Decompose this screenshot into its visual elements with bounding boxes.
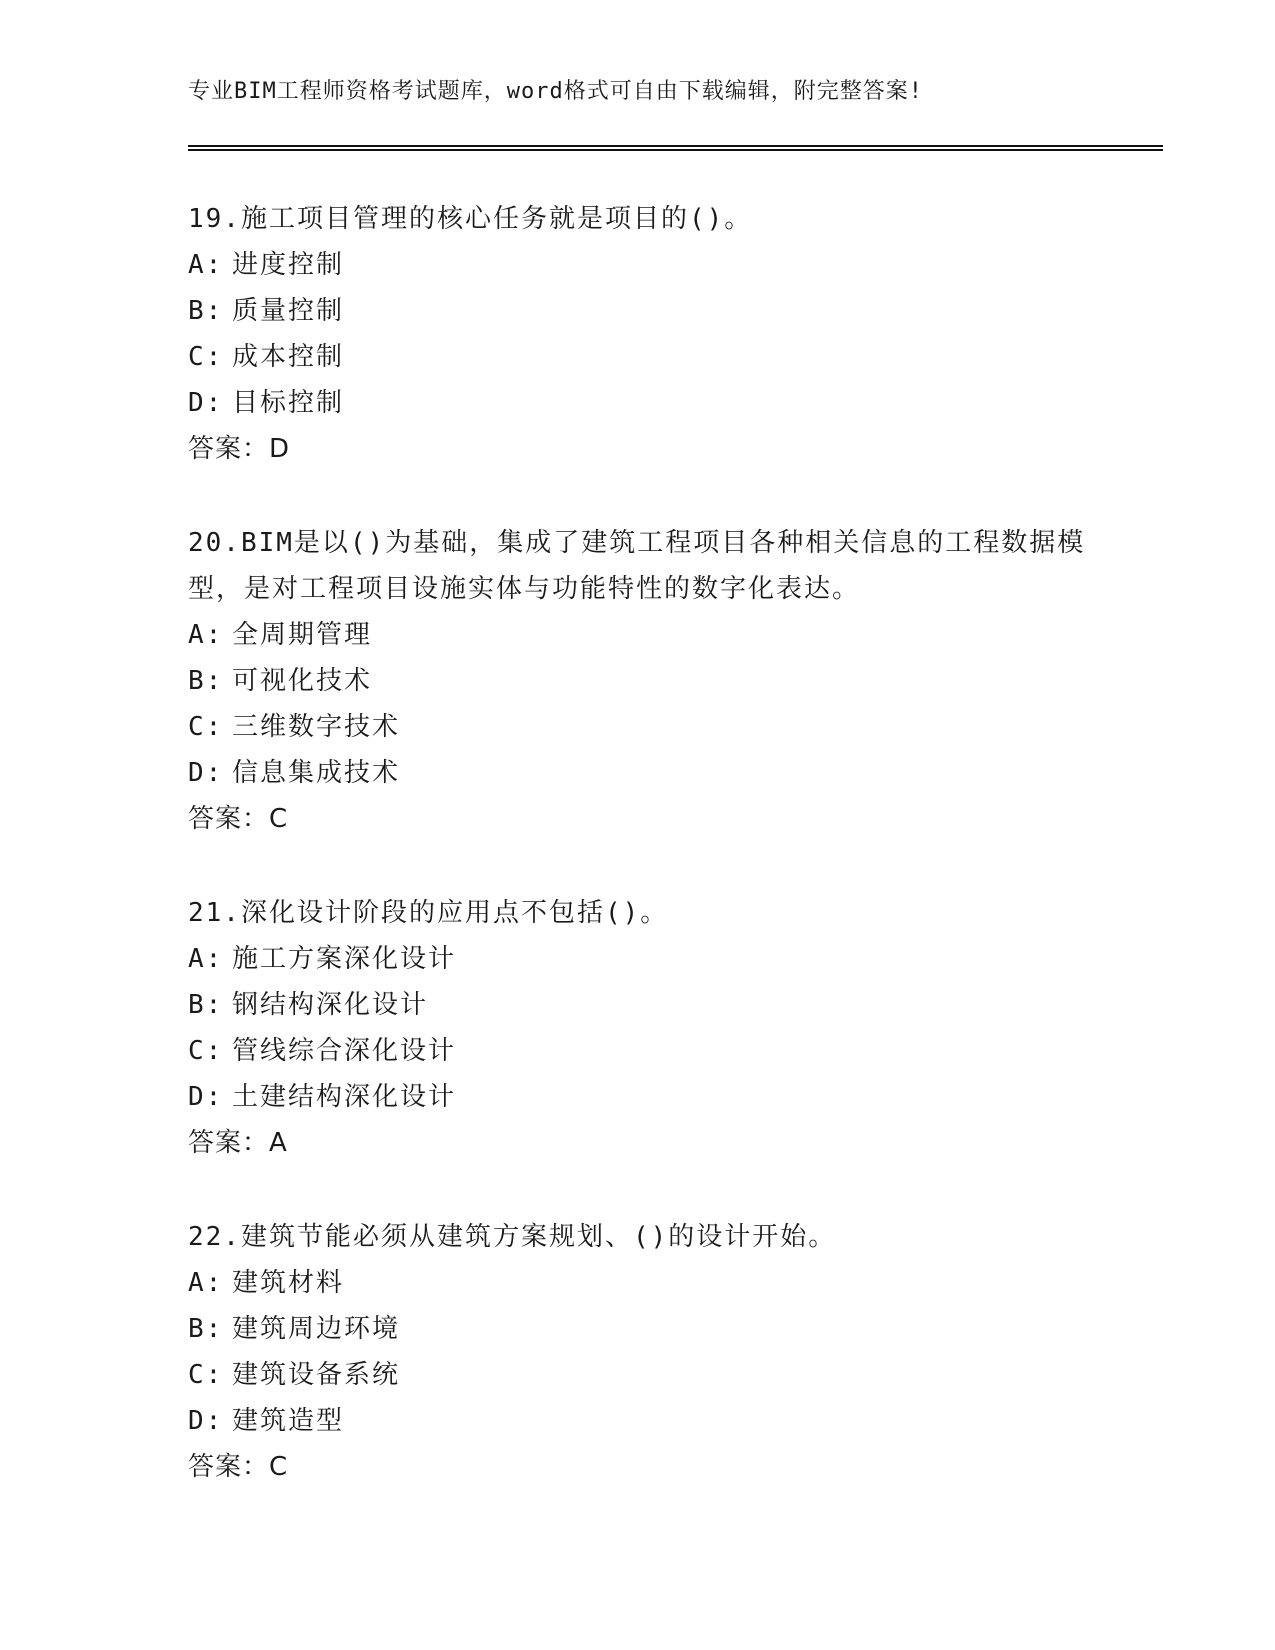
question-text: 22.建筑节能必须从建筑方案规划、()的设计开始。 [188, 1222, 837, 1252]
option-letter: D: [188, 1406, 224, 1436]
option-letter: B: [188, 296, 224, 326]
option-text: 建筑周边环境 [232, 1314, 401, 1344]
option-letter: D: [188, 1082, 224, 1112]
option-c [188, 1352, 1088, 1398]
option-c [188, 704, 1088, 750]
option-text: 目标控制 [232, 388, 345, 418]
option-letter: B: [188, 666, 224, 696]
option-b [188, 1306, 1088, 1352]
option-text: 钢结构深化设计 [232, 990, 429, 1020]
option-text: 土建结构深化设计 [232, 1082, 457, 1112]
option-a [188, 936, 1088, 982]
question-text: 21.深化设计阶段的应用点不包括()。 [188, 898, 669, 928]
option-d [188, 1398, 1088, 1444]
option-text: 全周期管理 [232, 620, 373, 650]
option-letter: C: [188, 342, 224, 372]
option-text: 可视化技术 [232, 666, 373, 696]
option-letter: B: [188, 1314, 224, 1344]
question-20 [188, 520, 1088, 842]
question-text: 19.施工项目管理的核心任务就是项目的()。 [188, 204, 753, 234]
option-letter: D: [188, 388, 224, 418]
option-text: 建筑设备系统 [232, 1360, 401, 1390]
option-c [188, 334, 1088, 380]
option-d [188, 1074, 1088, 1120]
option-letter: C: [188, 1360, 224, 1390]
option-letter: A: [188, 620, 224, 650]
option-b [188, 982, 1088, 1028]
option-text: 成本控制 [232, 342, 345, 372]
option-text: 三维数字技术 [232, 712, 401, 742]
option-letter: A: [188, 1268, 224, 1298]
option-text: 建筑材料 [232, 1268, 345, 1298]
question-19 [188, 196, 1088, 472]
answer-line: 答案：C [188, 1452, 289, 1482]
option-letter: C: [188, 712, 224, 742]
option-a [188, 242, 1088, 288]
option-text: 进度控制 [232, 250, 345, 280]
option-text: 施工方案深化设计 [232, 944, 457, 974]
option-letter: C: [188, 1036, 224, 1066]
option-a [188, 1260, 1088, 1306]
option-d [188, 750, 1088, 796]
option-text: 管线综合深化设计 [232, 1036, 457, 1066]
option-b [188, 658, 1088, 704]
option-a [188, 612, 1088, 658]
answer-line: 答案：C [188, 804, 289, 834]
header-divider [188, 145, 1163, 151]
question-21 [188, 890, 1088, 1166]
option-text: 质量控制 [232, 296, 345, 326]
option-letter: A: [188, 250, 224, 280]
option-text: 信息集成技术 [232, 758, 401, 788]
page-header: 专业BIM工程师资格考试题库，word格式可自由下载编辑，附完整答案! [188, 79, 923, 104]
option-letter: B: [188, 990, 224, 1020]
answer-line: 答案：D [188, 434, 291, 464]
answer-line: 答案：A [188, 1128, 288, 1158]
option-d [188, 380, 1088, 426]
option-letter: A: [188, 944, 224, 974]
question-22 [188, 1214, 1088, 1490]
question-text: 20.BIM是以()为基础，集成了建筑工程项目各种相关信息的工程数据模型，是对工程项目设施实体与功能特性的数字化表达。 [188, 528, 1086, 604]
question-list [188, 196, 1088, 1538]
option-text: 建筑造型 [232, 1406, 345, 1436]
option-c [188, 1028, 1088, 1074]
option-letter: D: [188, 758, 224, 788]
option-b [188, 288, 1088, 334]
